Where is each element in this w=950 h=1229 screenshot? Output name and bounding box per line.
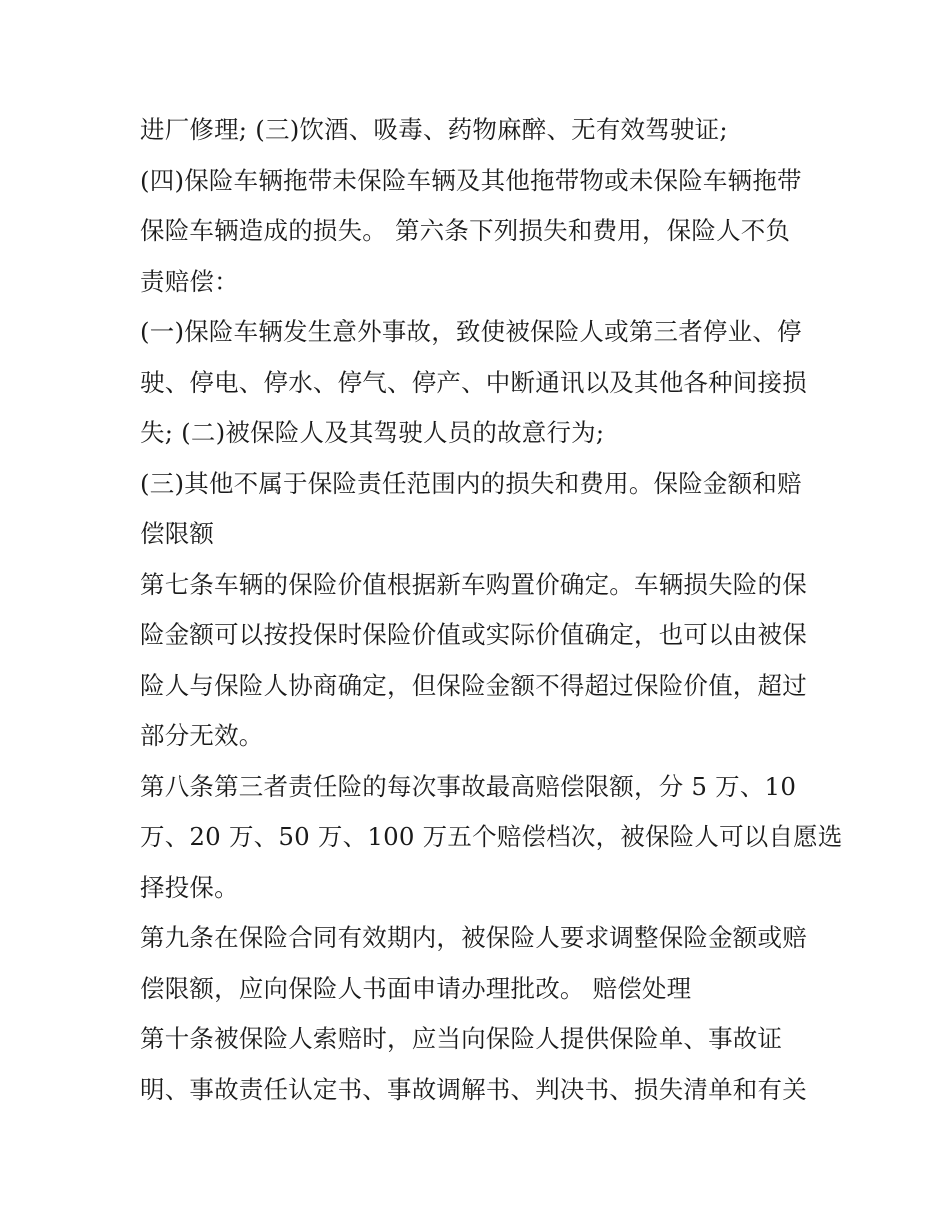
text-line: 第七条车辆的保险价值根据新车购置价确定。车辆损失险的保 — [140, 569, 807, 599]
text-line: 保险车辆造成的损失。 第六条下列损失和费用，保险人不负 — [140, 216, 791, 245]
text-line: 第八条第三者责任险的每次事故最高赔偿限额，分 5 万、10 — [140, 771, 797, 801]
text-line: (三)其他不属于保险责任范围内的损失和费用。保险金额和赔 — [140, 468, 802, 498]
text-line: 偿限额，应向保险人书面申请办理批改。 赔偿处理 — [140, 973, 692, 1003]
text-line: 万、20 万、50 万、100 万五个赔偿档次，被保险人可以自愿选 — [140, 822, 843, 851]
text-line: 责赔偿： — [140, 266, 239, 296]
text-line: (一)保险车辆发生意外事故，致使被保险人或第三者停业、停 — [140, 317, 802, 346]
text-line: (四)保险车辆拖带未保险车辆及其他拖带物或未保险车辆拖带 — [140, 165, 802, 195]
text-line: 择投保。 — [140, 872, 239, 902]
text-line: 部分无效。 — [140, 721, 264, 750]
text-line: 险金额可以按投保时保险价值或实际价值确定，也可以由被保 — [140, 620, 807, 649]
document-body — [140, 110, 843, 1120]
text-line: 第十条被保险人索赔时，应当向保险人提供保险单、事故证 — [140, 1024, 783, 1053]
text-line: 驶、停电、停水、停气、停产、中断通讯以及其他各种间接损 — [140, 367, 807, 397]
text-line: 进厂修理; (三)饮酒、吸毒、药物麻醉、无有效驾驶证; — [140, 115, 728, 144]
text-line: 明、事故责任认定书、事故调解书、判决书、损失清单和有关 — [140, 1074, 807, 1104]
text-line: 第九条在保险合同有效期内，被保险人要求调整保险金额或赔 — [140, 923, 807, 952]
text-line: 失; (二)被保险人及其驾驶人员的故意行为; — [140, 418, 605, 447]
text-line: 偿限额 — [140, 519, 215, 548]
text-line: 险人与保险人协商确定，但保险金额不得超过保险价值，超过 — [140, 670, 807, 700]
